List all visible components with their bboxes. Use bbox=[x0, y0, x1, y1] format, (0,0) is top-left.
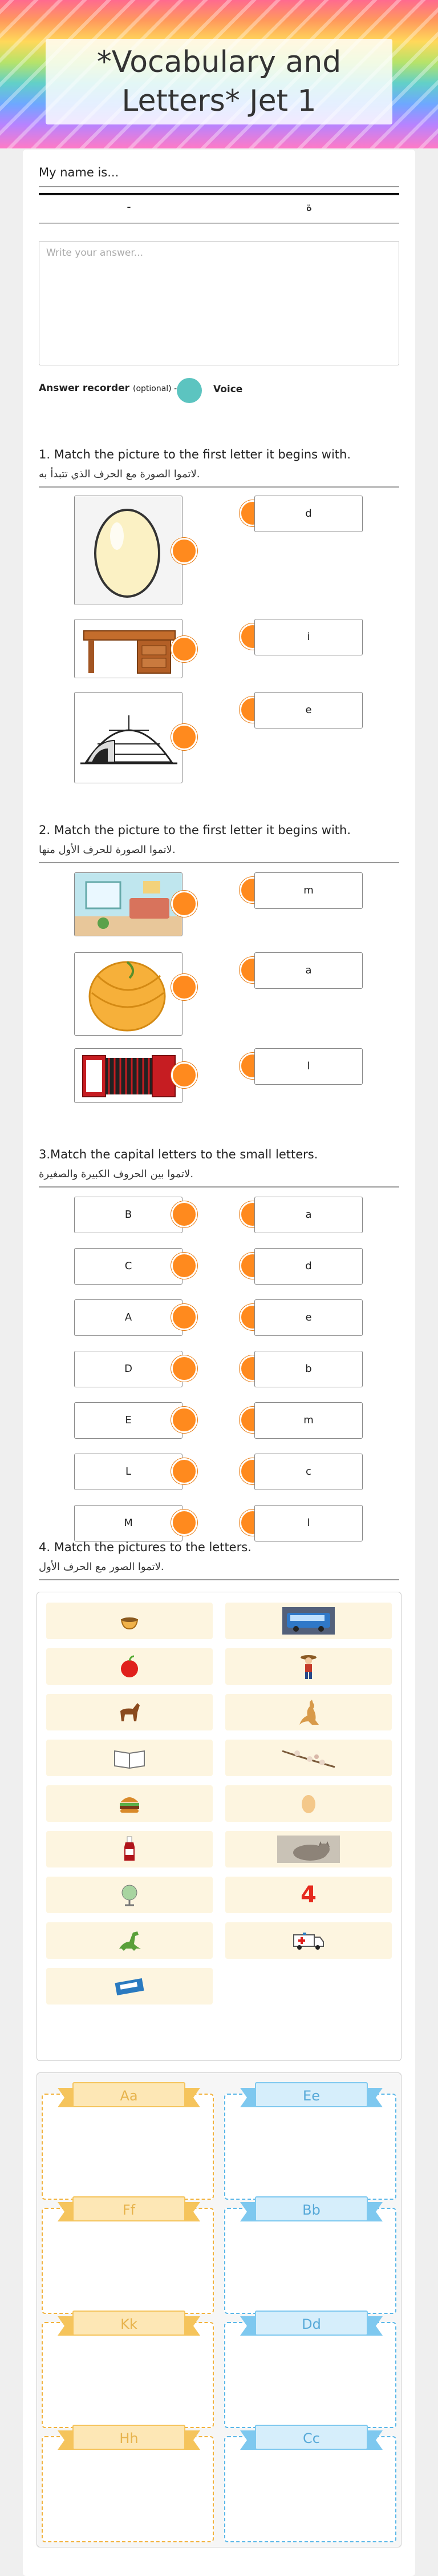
draggable-picture[interactable] bbox=[46, 1694, 213, 1730]
q2-picture-accordion[interactable] bbox=[74, 1048, 182, 1103]
worksheet bbox=[23, 150, 415, 2576]
bucket-letter: Kk bbox=[72, 2311, 185, 2336]
bucket-letter: Cc bbox=[255, 2425, 368, 2450]
capital-letter-card[interactable]: D bbox=[74, 1351, 182, 1387]
bucket-label bbox=[66, 2196, 192, 2224]
recorder-label: Answer recorder bbox=[39, 383, 130, 394]
ambulance-icon bbox=[291, 1929, 326, 1952]
q3-left-dot[interactable] bbox=[171, 1355, 197, 1382]
q1-left-dot-1[interactable] bbox=[171, 538, 197, 564]
branch-icon bbox=[280, 1744, 337, 1772]
egg-icon bbox=[299, 1792, 318, 1816]
draggable-picture[interactable] bbox=[46, 1922, 213, 1959]
divider bbox=[39, 1186, 399, 1188]
divider bbox=[39, 186, 399, 187]
small-letter-card[interactable]: c bbox=[254, 1454, 363, 1490]
bucket-bb[interactable] bbox=[224, 2202, 396, 2314]
draggable-picture[interactable] bbox=[225, 1785, 392, 1822]
globe-icon bbox=[118, 1882, 141, 1907]
capital-letter-card[interactable]: C bbox=[74, 1248, 182, 1285]
bucket-label bbox=[66, 2082, 192, 2110]
capital-letter-card[interactable]: A bbox=[74, 1299, 182, 1336]
title-card bbox=[46, 39, 392, 124]
q2-subtitle: لاتموا الصورة للحرف الأول منها. bbox=[39, 844, 176, 856]
q3-subtitle: لاتموا بين الحروف الكبيرة والصغيرة. bbox=[39, 1168, 194, 1180]
draggable-picture[interactable] bbox=[225, 1740, 392, 1776]
q3-left-dot[interactable] bbox=[171, 1407, 197, 1433]
draggable-picture[interactable] bbox=[225, 1922, 392, 1959]
q4-title: 4. Match the pictures to the letters. bbox=[39, 1540, 252, 1554]
apple-icon bbox=[118, 1654, 141, 1679]
melon-icon bbox=[75, 953, 182, 1036]
ticket-icon bbox=[113, 1976, 145, 1997]
q3-left-dot[interactable] bbox=[171, 1458, 197, 1484]
q4-subtitle: لاتموا الصور مع الحرف الأول. bbox=[39, 1561, 164, 1573]
small-letter-card[interactable]: d bbox=[254, 1248, 363, 1285]
bucket-letter: Aa bbox=[72, 2082, 185, 2107]
bucket-letter: Ee bbox=[255, 2082, 368, 2107]
divider bbox=[39, 862, 399, 863]
bucket-dd[interactable] bbox=[224, 2316, 396, 2428]
q1-picture-desk[interactable] bbox=[74, 619, 182, 678]
draggable-picture[interactable] bbox=[46, 1603, 213, 1639]
q2-letter-card[interactable]: a bbox=[254, 952, 363, 989]
bucket-letter: Dd bbox=[255, 2311, 368, 2336]
bucket-hh[interactable] bbox=[42, 2430, 214, 2542]
accordion-icon bbox=[75, 1049, 182, 1103]
q1-left-dot-3[interactable] bbox=[171, 724, 197, 750]
q2-letter-card[interactable]: m bbox=[254, 872, 363, 909]
picture-pool bbox=[36, 1592, 402, 2061]
igloo-icon bbox=[75, 693, 182, 783]
bucket-ff[interactable] bbox=[42, 2202, 214, 2314]
small-letter-card[interactable]: m bbox=[254, 1402, 363, 1439]
header-banner bbox=[0, 0, 438, 148]
draggable-picture[interactable] bbox=[46, 1785, 213, 1822]
q2-letter-card[interactable]: l bbox=[254, 1048, 363, 1085]
egg-icon bbox=[75, 496, 182, 605]
draggable-picture[interactable] bbox=[225, 1831, 392, 1867]
q2-left-dot-3[interactable] bbox=[171, 1062, 197, 1088]
table-col-1: - bbox=[127, 200, 131, 214]
draggable-picture[interactable] bbox=[225, 1603, 392, 1639]
table-col-2: ة bbox=[306, 200, 313, 214]
bucket-label bbox=[66, 2311, 192, 2338]
q1-letter-card[interactable]: d bbox=[254, 496, 363, 532]
kangaroo-icon bbox=[296, 1698, 321, 1726]
capital-letter-card[interactable]: E bbox=[74, 1402, 182, 1439]
draggable-picture[interactable] bbox=[46, 1648, 213, 1685]
capital-letter-card[interactable]: M bbox=[74, 1505, 182, 1541]
bowl-icon bbox=[118, 1609, 141, 1632]
draggable-picture[interactable] bbox=[46, 1831, 213, 1867]
q3-left-dot[interactable] bbox=[171, 1510, 197, 1536]
voice-record-button[interactable] bbox=[177, 378, 202, 403]
name-label: My name is... bbox=[39, 166, 119, 179]
draggable-picture[interactable] bbox=[46, 1740, 213, 1776]
voice-label: Voice bbox=[213, 384, 243, 395]
divider bbox=[39, 486, 399, 488]
sorting-area bbox=[36, 2072, 402, 2547]
bucket-label bbox=[248, 2196, 375, 2224]
q2-picture-melon[interactable] bbox=[74, 952, 182, 1036]
horse-icon bbox=[116, 1700, 143, 1725]
name-table bbox=[39, 193, 399, 224]
q1-picture-egg[interactable] bbox=[74, 496, 182, 605]
q2-left-dot-2[interactable] bbox=[171, 974, 197, 1000]
ketchup-icon bbox=[121, 1836, 138, 1863]
small-letter-card[interactable]: l bbox=[254, 1505, 363, 1541]
recorder-optional: (optional) - bbox=[132, 384, 177, 393]
cowboy-icon bbox=[298, 1653, 319, 1680]
bucket-aa[interactable] bbox=[42, 2088, 214, 2200]
q3-title: 3.Match the capital letters to the small letters. bbox=[39, 1148, 318, 1161]
capital-letter-card[interactable]: B bbox=[74, 1197, 182, 1233]
q3-left-dot[interactable] bbox=[171, 1201, 197, 1227]
bus-icon bbox=[282, 1607, 335, 1635]
living-room-icon bbox=[75, 873, 182, 936]
desk-icon bbox=[75, 619, 182, 678]
bucket-label bbox=[248, 2311, 375, 2338]
bucket-ee[interactable] bbox=[224, 2088, 396, 2200]
four-icon: 4 bbox=[301, 1882, 317, 1908]
bucket-cc[interactable] bbox=[224, 2430, 396, 2542]
small-letter-card[interactable]: a bbox=[254, 1197, 363, 1233]
dinosaur-icon bbox=[116, 1928, 143, 1953]
q1-subtitle: لاتموا الصورة مع الحرف الذي تتبدأ به. bbox=[39, 468, 200, 480]
small-letter-card[interactable]: b bbox=[254, 1351, 363, 1387]
q1-title: 1. Match the picture to the first letter it begins with. bbox=[39, 448, 351, 461]
hamburger-icon bbox=[117, 1792, 142, 1815]
q3-left-dot[interactable] bbox=[171, 1253, 197, 1279]
bucket-letter: Hh bbox=[72, 2425, 185, 2450]
q2-left-dot-1[interactable] bbox=[171, 891, 197, 917]
bucket-label bbox=[248, 2082, 375, 2110]
draggable-picture[interactable] bbox=[46, 1877, 213, 1913]
bucket-label bbox=[248, 2425, 375, 2452]
book-icon bbox=[112, 1746, 147, 1769]
q2-title: 2. Match the picture to the first letter it begins with. bbox=[39, 823, 351, 837]
bucket-kk[interactable] bbox=[42, 2316, 214, 2428]
draggable-picture[interactable] bbox=[225, 1648, 392, 1685]
q1-letter-card[interactable]: e bbox=[254, 692, 363, 728]
cat-icon bbox=[277, 1836, 340, 1863]
draggable-picture[interactable] bbox=[225, 1877, 392, 1913]
answer-recorder-label bbox=[39, 383, 177, 394]
draggable-picture[interactable] bbox=[46, 1968, 213, 2005]
small-letter-card[interactable]: e bbox=[254, 1299, 363, 1336]
answer-input[interactable]: Write your answer... bbox=[39, 241, 399, 365]
q2-picture-room[interactable] bbox=[74, 872, 182, 936]
bucket-letter: Bb bbox=[255, 2196, 368, 2221]
bucket-label bbox=[66, 2425, 192, 2452]
bucket-letter: Ff bbox=[72, 2196, 185, 2221]
capital-letter-card[interactable]: L bbox=[74, 1454, 182, 1490]
divider bbox=[39, 1579, 399, 1580]
q3-left-dot[interactable] bbox=[171, 1304, 197, 1330]
q1-letter-card[interactable]: i bbox=[254, 619, 363, 655]
q1-left-dot-2[interactable] bbox=[171, 636, 197, 662]
q1-picture-igloo[interactable] bbox=[74, 692, 182, 783]
page-title: *Vocabulary and Letters* Jet 1 bbox=[96, 45, 342, 118]
draggable-picture[interactable] bbox=[225, 1694, 392, 1730]
